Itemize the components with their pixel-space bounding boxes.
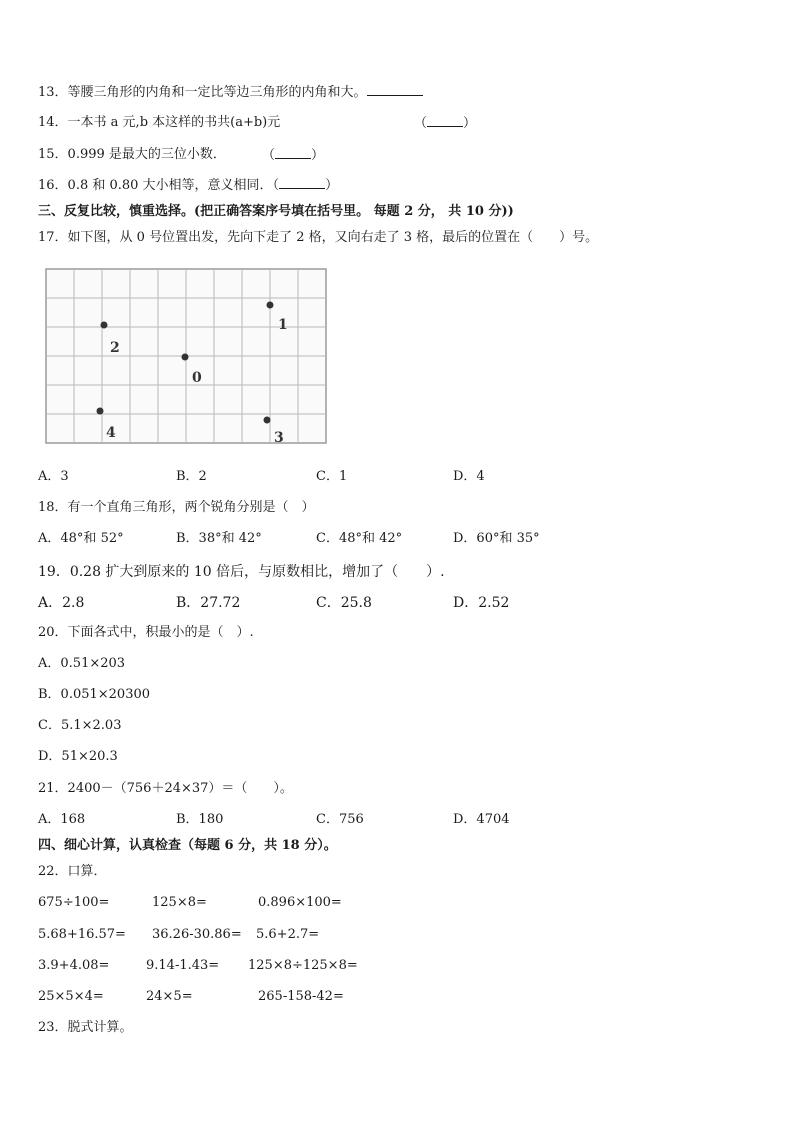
oral-calc-item: 9.14-1.43=: [146, 958, 220, 973]
paren-open: （: [414, 116, 428, 131]
q20-option-c[interactable]: C．5.1×2.03: [38, 718, 122, 733]
q19-option-a[interactable]: A．2.8: [38, 595, 85, 611]
grid-point-label-0: 0: [192, 370, 202, 386]
question-21-text: 21．2400－（756＋24×37）＝（ ）。: [38, 781, 293, 796]
q17-option-d[interactable]: D．4: [453, 469, 485, 484]
grid-point-label-4: 4: [106, 425, 116, 441]
grid-point-label-2: 2: [110, 340, 120, 356]
answer-blank-15[interactable]: [275, 146, 311, 159]
q18-option-d[interactable]: D．60°和 35°: [453, 531, 540, 546]
question-23-text: 23．脱式计算。: [38, 1020, 133, 1035]
paren-close: ）: [463, 116, 477, 131]
q20-option-b[interactable]: B．0.051×20300: [38, 687, 151, 702]
q21-option-c[interactable]: C．756: [316, 812, 364, 827]
answer-blank-13[interactable]: [367, 83, 423, 96]
answer-blank-16[interactable]: [279, 176, 325, 189]
question-17-text: 17．如下图，从 0 号位置出发，先向下走了 2 格，又向右走了 3 格，最后的位置在（ ）号。: [38, 230, 599, 245]
grid-point-1: [267, 302, 274, 309]
section-4-title: 四、细心计算，认真检查（每题 6 分，共 18 分）。: [38, 838, 337, 853]
q21-option-d[interactable]: D．4704: [453, 812, 510, 827]
answer-paren-15[interactable]: [262, 146, 324, 165]
oral-calc-item: 0.896×100=: [258, 895, 342, 910]
q18-option-b[interactable]: B．38°和 42°: [176, 531, 262, 546]
q18-option-c[interactable]: C．48°和 42°: [316, 531, 403, 546]
question-20-text: 20．下面各式中，积最小的是（ ）.: [38, 625, 254, 640]
oral-calc-item: 675÷100=: [38, 895, 110, 910]
position-grid: [42, 267, 330, 447]
question-15-text: 15．0.999 是最大的三位小数．: [38, 147, 226, 162]
grid-point-2: [101, 322, 108, 329]
oral-calc-item: 25×5×4=: [38, 989, 104, 1004]
oral-calc-item: 5.6+2.7=: [256, 927, 320, 942]
q20-option-a[interactable]: A．0.51×203: [38, 656, 126, 671]
question-16: [38, 176, 338, 195]
question-14-text: 14．一本书 a 元,b 本这样的书共(a+b)元: [38, 115, 281, 130]
q21-option-a[interactable]: A．168: [38, 812, 86, 827]
oral-calc-item: 265-158-42=: [258, 989, 344, 1004]
q17-option-b[interactable]: B．2: [176, 469, 207, 484]
answer-blank-14[interactable]: [427, 114, 463, 127]
q19-option-c[interactable]: C．25.8: [316, 595, 372, 611]
oral-calc-item: 3.9+4.08=: [38, 958, 110, 973]
grid-point-label-1: 1: [278, 317, 288, 333]
question-15: [38, 146, 226, 164]
grid-point-3: [264, 417, 271, 424]
grid-point-label-3: 3: [274, 430, 284, 446]
q19-option-b[interactable]: B．27.72: [176, 595, 241, 611]
oral-calc-item: 36.26-30.86=: [152, 927, 242, 942]
question-14: [38, 114, 280, 132]
question-16-text: 16．0.8 和 0.80 大小相等，意义相同．: [38, 178, 273, 193]
oral-calc-item: 24×5=: [146, 989, 193, 1004]
question-19-text: 19．0.28 扩大到原来的 10 倍后，与原数相比，增加了（ ）.: [38, 564, 445, 580]
q20-option-d[interactable]: D．51×20.3: [38, 749, 118, 764]
q19-option-d[interactable]: D．2.52: [453, 595, 510, 611]
q17-option-c[interactable]: C．1: [316, 469, 348, 484]
paren-open: （: [262, 148, 276, 163]
q21-option-b[interactable]: B．180: [176, 812, 224, 827]
paren-open: （: [272, 178, 280, 193]
answer-paren-14[interactable]: [414, 114, 476, 133]
paren-close: ）: [311, 148, 325, 163]
grid-point-0: [182, 354, 189, 361]
oral-calc-item: 125×8÷125×8=: [248, 958, 358, 973]
question-13-text: 13．等腰三角形的内角和一定比等边三角形的内角和大。: [38, 85, 367, 100]
q17-option-a[interactable]: A．3: [38, 469, 69, 484]
oral-calc-item: 5.68+16.57=: [38, 927, 126, 942]
question-22-text: 22．口算．: [38, 864, 107, 879]
paren-close: ）: [325, 178, 339, 193]
position-grid-figure: [42, 267, 330, 447]
grid-point-4: [97, 408, 104, 415]
question-13: [38, 83, 423, 102]
q18-option-a[interactable]: A．48°和 52°: [38, 531, 124, 546]
question-18-text: 18．有一个直角三角形，两个锐角分别是（ ）: [38, 500, 315, 515]
section-3-title: 三、反复比较，慎重选择。(把正确答案序号填在括号里。 每题 2 分， 共 10 分)): [38, 204, 514, 219]
oral-calc-item: 125×8=: [152, 895, 207, 910]
